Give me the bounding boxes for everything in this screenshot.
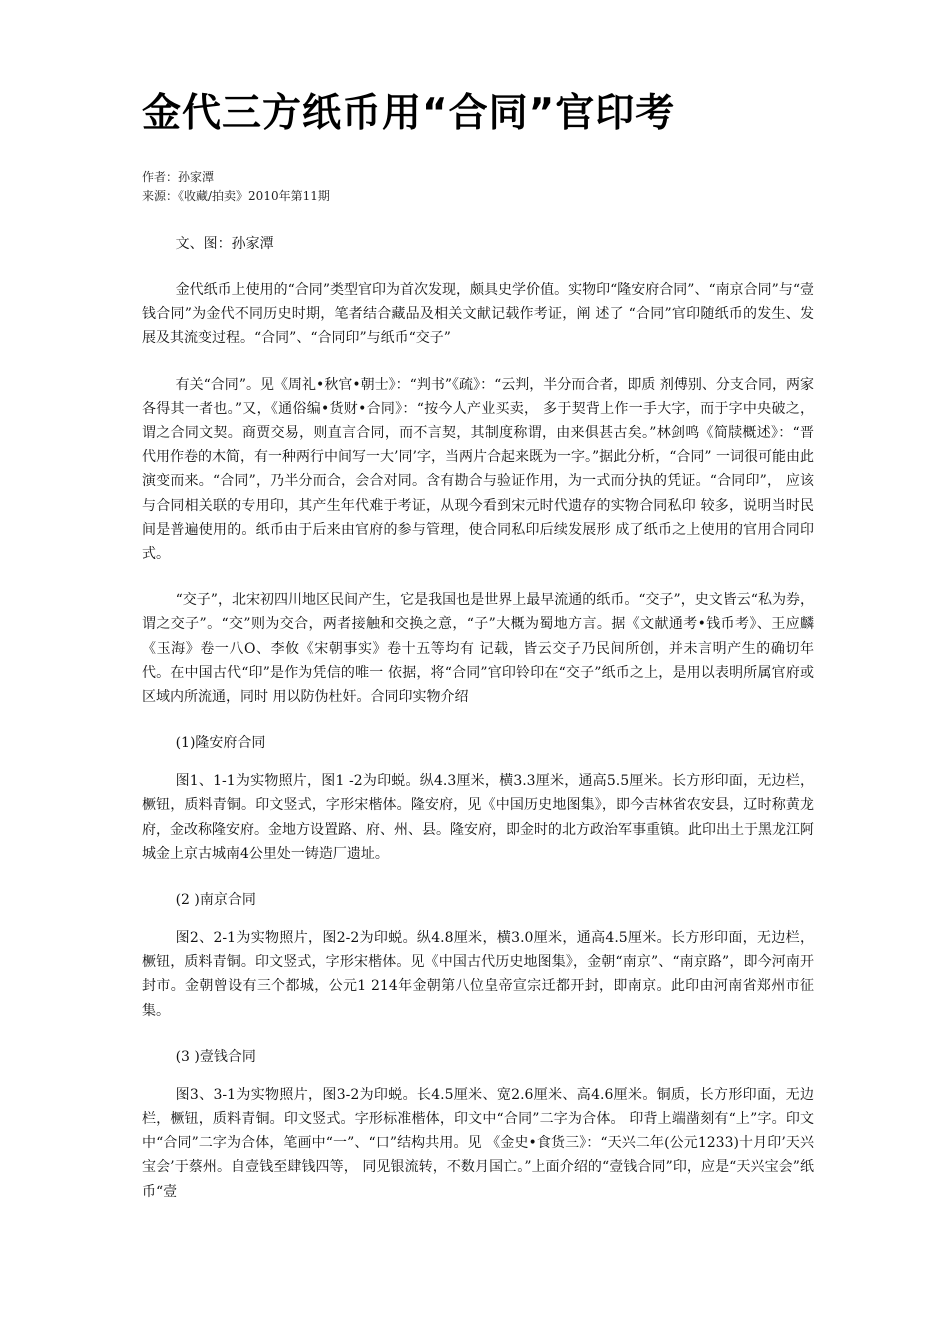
intro-paragraph: 金代纸币上使用的“合同”类型官印为首次发现，颇具史学价值。实物印“隆安府合同”、“南京合同”与“壹钱合同”为金代不同历史时期，笔者结合藏品及相关文献记载作考证，阐 述了 “合同”官印随纸币的发生、发展及其流变过程。“合同”、“合同印”与纸币“交子” (142, 282, 814, 347)
article-title: 金代三方纸币用“合同”官印考 (142, 91, 676, 136)
section-heading-yiqian: (3 )壹钱合同 (175, 1048, 256, 1065)
section-text-longanfu: 图1、1-1为实物照片，图1 -2为印蜕。纵4.3厘米，横3.3厘米，通高5.5厘米。长方形印面，无边栏，橛钮，质料青铜。印文竖式，字形宋楷体。隆安府，见《中国历史地图集》，即今吉林省农安县，辽时称黄龙府，金改称隆安府。金地方设置路、府、州、县。隆安府，即金时的北方政治军事重镇。此印出土于黑龙江阿城金上京古城南4公里处一铸造厂遗址。 (142, 773, 814, 862)
section-heading-longanfu: (1)隆安府合同 (175, 735, 266, 752)
section-text-yiqian: 图3、3-1为实物照片，图3-2为印蜕。长4.5厘米、宽2.6厘米、高4.6厘米。铜质，长方形印面，无边栏，橛钮，质料青铜。印文竖式。字形标准楷体，印文中“合同”二字为合体。 印背上端凿刻有“上”字。印文中“合同”二字为合体，笔画中“一”、“口”结构共用。见 《金史•食货三》：“天兴二年(公元1233)十月印’天兴宝会’于蔡州。自壹钱至肆钱四等， 同见银流转，不数月国亡。”上面介绍的“壹钱合同”印，应是“天兴宝会”纸币“壹 (142, 1086, 814, 1200)
credit-line: 文、图：孙家潭 (175, 236, 274, 252)
section-heading-nanjing: (2 )南京合同 (175, 892, 256, 909)
jiaozi-paragraph: “交子”，北宋初四川地区民间产生，它是我国也是世界上最早流通的纸币。“交子”，史文皆云“私为券，谓之交子”。“交”则为交合，两者接触和交换之意，“子”大概为蜀地方言。据《文献通考•钱币考》、王应麟《玉海》卷一八O、李攸《宋朝事实》卷十五等均有 记载，皆云交子乃民间所创，并未言明产生的确切年代。在中国古代“印”是作为凭信的唯一 依据，将“合同”官印铃印在“交子”纸币之上，是用以表明所属官府或区域内所流通，同时 用以防伪杜奸。合同印实物介绍 (142, 592, 814, 706)
source-line: 来源：《收藏/拍卖》2010年第11期 (142, 189, 330, 203)
article-meta (142, 168, 814, 206)
section-text-nanjing: 图2、2-1为实物照片，图2-2为印蜕。纵4.8厘米，横3.0厘米，通高4.5厘米。长方形印面，无边栏，橛钮，质料青铜。印文竖式，字形宋楷体。见《中国古代历史地图集》，金朝“南京”、“南京路”，即今河南开封市。金朝曾设有三个都城，公元1 214年金朝第八位皇帝宣宗迁都开封，即南京。此印由河南省郑州市征集。 (142, 930, 814, 1019)
document-page (142, 88, 814, 1204)
hetong-paragraph: 有关“合同”。见《周礼•秋官•朝士》：“判书”《疏》：“云判，半分而合者，即质 剂傅别、分支合同，两家各得其一者也。”又，《通俗编•货财•合同》：“按今人产业买卖， 多于契背上作一手大字，而于字中央破之，谓之合同文契。商贾交易，则直言合同，而不言契，其制度称谓，由来俱甚古矣。”林剑鸣《简牍概述》：“晋代用作卷的木简，有一种两行中间写一大’同’字，当两片合起来既为一字。”据此分析，“合同” 一词很可能由此演变而来。“合同”，乃半分而合，会合对同。含有勘合与验证作用，为一式而分执的凭证。“合同印”， 应该与合同相关联的专用印，其产生年代难于考证，从现今看到宋元时代遗存的实物合同私印 较多，说明当时民间是普遍使用的。纸币由于后来由官府的参与管理，使合同私印后续发展形 成了纸币之上使用的官用合同印式。 (142, 376, 814, 563)
author-line: 作者：孙家潭 (142, 170, 215, 184)
